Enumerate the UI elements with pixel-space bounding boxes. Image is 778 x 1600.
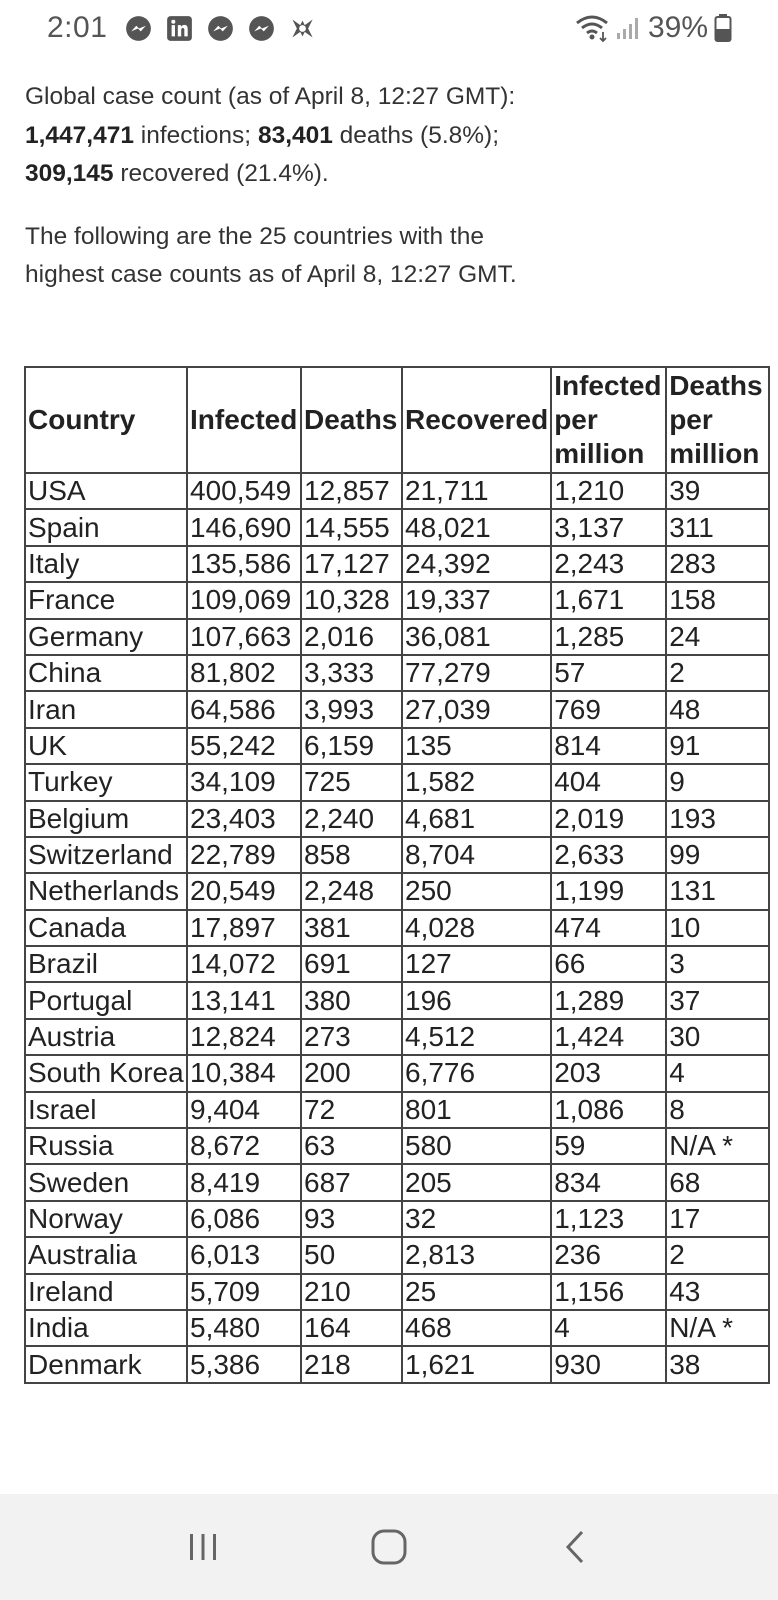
home-button[interactable] <box>359 1517 419 1577</box>
cell-infected: 20,549 <box>187 873 301 909</box>
cell-recovered: 196 <box>402 982 551 1018</box>
cell-country: Turkey <box>25 764 187 800</box>
back-icon <box>560 1528 590 1566</box>
table-row <box>25 946 769 982</box>
cell-infected: 34,109 <box>187 764 301 800</box>
cell-deaths: 691 <box>301 946 402 982</box>
cell-deaths: 218 <box>301 1346 402 1382</box>
cell-deaths-per-million: 3 <box>666 946 769 982</box>
cell-deaths: 381 <box>301 910 402 946</box>
cell-infected-per-million: 1,086 <box>551 1092 666 1128</box>
cell-recovered: 8,704 <box>402 837 551 873</box>
cell-country: India <box>25 1310 187 1346</box>
cell-country: Switzerland <box>25 837 187 873</box>
cell-infected-per-million: 66 <box>551 946 666 982</box>
cell-country: Iran <box>25 691 187 727</box>
cell-recovered: 127 <box>402 946 551 982</box>
header-recovered: Recovered <box>402 367 551 473</box>
cell-deaths-per-million: 17 <box>666 1201 769 1237</box>
cell-deaths-per-million: 99 <box>666 837 769 873</box>
cell-deaths-per-million: 39 <box>666 473 769 509</box>
recovered-text: recovered (21.4%). <box>113 160 329 187</box>
cell-recovered: 1,621 <box>402 1346 551 1382</box>
cell-infected: 6,086 <box>187 1201 301 1237</box>
table-row <box>25 1237 769 1273</box>
cell-deaths: 72 <box>301 1092 402 1128</box>
cell-infected: 400,549 <box>187 473 301 509</box>
cell-infected-per-million: 404 <box>551 764 666 800</box>
cell-infected: 135,586 <box>187 546 301 582</box>
cell-country: Sweden <box>25 1164 187 1200</box>
cell-infected-per-million: 1,123 <box>551 1201 666 1237</box>
cell-recovered: 468 <box>402 1310 551 1346</box>
table-body <box>25 473 769 1383</box>
table-row <box>25 509 769 545</box>
table-row <box>25 1092 769 1128</box>
table-row <box>25 801 769 837</box>
cell-deaths: 3,333 <box>301 655 402 691</box>
cell-infected-per-million: 2,019 <box>551 801 666 837</box>
global-summary <box>25 78 525 194</box>
cell-deaths-per-million: 43 <box>666 1274 769 1310</box>
cell-infected-per-million: 769 <box>551 691 666 727</box>
cases-table <box>24 366 770 1384</box>
cell-deaths-per-million: N/A * <box>666 1310 769 1346</box>
cell-country: Denmark <box>25 1346 187 1382</box>
cell-infected: 5,386 <box>187 1346 301 1382</box>
cell-deaths-per-million: 283 <box>666 546 769 582</box>
navigation-bar <box>0 1494 778 1600</box>
messenger-icon <box>207 15 234 42</box>
cell-deaths-per-million: 2 <box>666 1237 769 1273</box>
cell-infected: 6,013 <box>187 1237 301 1273</box>
cell-infected: 5,480 <box>187 1310 301 1346</box>
cell-infected-per-million: 4 <box>551 1310 666 1346</box>
table-row <box>25 582 769 618</box>
cell-deaths-per-million: 38 <box>666 1346 769 1382</box>
home-icon <box>370 1528 408 1566</box>
cell-recovered: 801 <box>402 1092 551 1128</box>
header-infected-per-million: Infected per million <box>551 367 666 473</box>
cell-deaths: 63 <box>301 1128 402 1164</box>
cell-country: Brazil <box>25 946 187 982</box>
cell-deaths-per-million: 158 <box>666 582 769 618</box>
cell-deaths: 6,159 <box>301 728 402 764</box>
cell-deaths-per-million: 24 <box>666 619 769 655</box>
cell-recovered: 27,039 <box>402 691 551 727</box>
table-row <box>25 1164 769 1200</box>
cell-country: Canada <box>25 910 187 946</box>
table-row <box>25 1201 769 1237</box>
cell-infected-per-million: 1,289 <box>551 982 666 1018</box>
cell-deaths-per-million: 10 <box>666 910 769 946</box>
cell-infected-per-million: 236 <box>551 1237 666 1273</box>
table-row <box>25 691 769 727</box>
cell-country: South Korea <box>25 1055 187 1091</box>
cell-infected: 109,069 <box>187 582 301 618</box>
cell-recovered: 19,337 <box>402 582 551 618</box>
cell-country: Austria <box>25 1019 187 1055</box>
cell-recovered: 25 <box>402 1274 551 1310</box>
cell-deaths-per-million: 91 <box>666 728 769 764</box>
cell-deaths-per-million: 4 <box>666 1055 769 1091</box>
cell-infected: 14,072 <box>187 946 301 982</box>
cell-infected-per-million: 834 <box>551 1164 666 1200</box>
signal-icon <box>616 15 642 41</box>
cell-infected-per-million: 1,671 <box>551 582 666 618</box>
cell-infected: 146,690 <box>187 509 301 545</box>
article-content <box>25 78 765 295</box>
recent-apps-icon <box>186 1530 220 1564</box>
cell-country: Ireland <box>25 1274 187 1310</box>
cell-infected-per-million: 2,243 <box>551 546 666 582</box>
cell-recovered: 4,681 <box>402 801 551 837</box>
deaths-text: deaths (5.8%); <box>332 121 500 149</box>
table-row <box>25 910 769 946</box>
cell-infected: 55,242 <box>187 728 301 764</box>
cell-deaths-per-million: 131 <box>666 873 769 909</box>
recovered-value: 309,145 <box>25 160 114 187</box>
back-button[interactable] <box>545 1517 605 1577</box>
cell-infected: 64,586 <box>187 691 301 727</box>
status-left <box>47 11 316 45</box>
cell-infected-per-million: 59 <box>551 1128 666 1164</box>
cell-infected: 13,141 <box>187 982 301 1018</box>
cell-infected: 8,419 <box>187 1164 301 1200</box>
cell-infected-per-million: 2,633 <box>551 837 666 873</box>
table-row <box>25 728 769 764</box>
cell-deaths: 93 <box>301 1201 402 1237</box>
cell-recovered: 21,711 <box>402 473 551 509</box>
cell-country: Italy <box>25 546 187 582</box>
cell-deaths: 2,248 <box>301 873 402 909</box>
cell-deaths: 3,993 <box>301 691 402 727</box>
cell-infected: 81,802 <box>187 655 301 691</box>
cell-infected: 12,824 <box>187 1019 301 1055</box>
cell-infected-per-million: 1,424 <box>551 1019 666 1055</box>
cell-country: Israel <box>25 1092 187 1128</box>
cell-deaths: 17,127 <box>301 546 402 582</box>
cell-recovered: 205 <box>402 1164 551 1200</box>
table-row <box>25 982 769 1018</box>
cell-country: Belgium <box>25 801 187 837</box>
cell-deaths: 273 <box>301 1019 402 1055</box>
cell-deaths-per-million: 9 <box>666 764 769 800</box>
table-header-row <box>25 367 769 473</box>
cell-country: France <box>25 582 187 618</box>
cell-deaths-per-million: 193 <box>666 801 769 837</box>
cell-infected-per-million: 3,137 <box>551 509 666 545</box>
table-row <box>25 546 769 582</box>
cell-country: Portugal <box>25 982 187 1018</box>
cell-recovered: 135 <box>402 728 551 764</box>
cell-recovered: 1,582 <box>402 764 551 800</box>
table-row <box>25 837 769 873</box>
cell-deaths-per-million: 30 <box>666 1019 769 1055</box>
cell-infected-per-million: 1,210 <box>551 473 666 509</box>
cell-infected-per-million: 1,285 <box>551 619 666 655</box>
wifi-icon <box>574 14 610 42</box>
cell-deaths-per-million: 311 <box>666 509 769 545</box>
battery-icon <box>714 13 732 43</box>
cell-deaths: 380 <box>301 982 402 1018</box>
cell-infected-per-million: 1,199 <box>551 873 666 909</box>
cell-infected: 5,709 <box>187 1274 301 1310</box>
table-row <box>25 1310 769 1346</box>
table-row <box>25 1019 769 1055</box>
cell-deaths: 50 <box>301 1237 402 1273</box>
cell-deaths: 210 <box>301 1274 402 1310</box>
linkedin-icon <box>166 15 193 42</box>
cell-infected-per-million: 1,156 <box>551 1274 666 1310</box>
cell-deaths: 687 <box>301 1164 402 1200</box>
cell-infected: 107,663 <box>187 619 301 655</box>
cell-deaths: 725 <box>301 764 402 800</box>
cell-deaths-per-million: 8 <box>666 1092 769 1128</box>
cell-infected-per-million: 814 <box>551 728 666 764</box>
table-row <box>25 1128 769 1164</box>
table-intro: The following are the 25 countries with the highest case counts as of April 8, 12:27 GMT. <box>25 222 517 288</box>
cell-country: Norway <box>25 1201 187 1237</box>
header-country: Country <box>25 367 187 473</box>
table-row <box>25 473 769 509</box>
cell-deaths-per-million: 37 <box>666 982 769 1018</box>
cell-deaths: 12,857 <box>301 473 402 509</box>
cell-infected-per-million: 203 <box>551 1055 666 1091</box>
header-infected: Infected <box>187 367 301 473</box>
cell-recovered: 32 <box>402 1201 551 1237</box>
cell-recovered: 6,776 <box>402 1055 551 1091</box>
cell-recovered: 4,512 <box>402 1019 551 1055</box>
cell-country: Netherlands <box>25 873 187 909</box>
messenger-icon <box>125 15 152 42</box>
cell-recovered: 36,081 <box>402 619 551 655</box>
cell-deaths: 2,240 <box>301 801 402 837</box>
cell-recovered: 77,279 <box>402 655 551 691</box>
battery-percent: 39% <box>647 11 708 44</box>
infections-text: infections; <box>134 121 258 149</box>
cell-deaths-per-million: N/A * <box>666 1128 769 1164</box>
table-row <box>25 1274 769 1310</box>
cell-deaths: 2,016 <box>301 619 402 655</box>
cell-infected: 17,897 <box>187 910 301 946</box>
cell-recovered: 24,392 <box>402 546 551 582</box>
cell-country: Germany <box>25 619 187 655</box>
cell-deaths: 10,328 <box>301 582 402 618</box>
cell-deaths: 14,555 <box>301 509 402 545</box>
cell-deaths: 164 <box>301 1310 402 1346</box>
status-time: 2:01 <box>47 11 108 44</box>
cell-recovered: 4,028 <box>402 910 551 946</box>
cell-recovered: 250 <box>402 873 551 909</box>
cell-deaths-per-million: 48 <box>666 691 769 727</box>
header-deaths: Deaths <box>301 367 402 473</box>
cell-country: USA <box>25 473 187 509</box>
table-row <box>25 873 769 909</box>
status-bar <box>0 0 778 56</box>
cell-infected-per-million: 57 <box>551 655 666 691</box>
cell-infected: 9,404 <box>187 1092 301 1128</box>
deaths-value: 83,401 <box>257 121 333 149</box>
summary-prefix: Global case count (as of April 8, 12:27 GMT): <box>25 83 516 110</box>
table-row <box>25 1346 769 1382</box>
table-row <box>25 1055 769 1091</box>
cell-deaths: 858 <box>301 837 402 873</box>
cell-recovered: 580 <box>402 1128 551 1164</box>
messenger-icon <box>248 15 275 42</box>
cell-deaths-per-million: 68 <box>666 1164 769 1200</box>
table-row <box>25 619 769 655</box>
table-row <box>25 655 769 691</box>
cell-country: UK <box>25 728 187 764</box>
infections-value: 1,447,471 <box>25 121 134 149</box>
cell-infected: 23,403 <box>187 801 301 837</box>
cell-deaths-per-million: 2 <box>666 655 769 691</box>
app-icon <box>289 15 316 42</box>
header-deaths-per-million: Deaths per million <box>666 367 769 473</box>
cell-infected: 22,789 <box>187 837 301 873</box>
cell-infected: 10,384 <box>187 1055 301 1091</box>
cell-recovered: 2,813 <box>402 1237 551 1273</box>
cell-country: Russia <box>25 1128 187 1164</box>
cell-recovered: 48,021 <box>402 509 551 545</box>
status-right <box>574 11 732 45</box>
cell-deaths: 200 <box>301 1055 402 1091</box>
recent-apps-button[interactable] <box>173 1517 233 1577</box>
cell-country: Spain <box>25 509 187 545</box>
cell-infected: 8,672 <box>187 1128 301 1164</box>
cell-country: Australia <box>25 1237 187 1273</box>
table-row <box>25 764 769 800</box>
cell-country: China <box>25 655 187 691</box>
cell-infected-per-million: 930 <box>551 1346 666 1382</box>
cell-infected-per-million: 474 <box>551 910 666 946</box>
